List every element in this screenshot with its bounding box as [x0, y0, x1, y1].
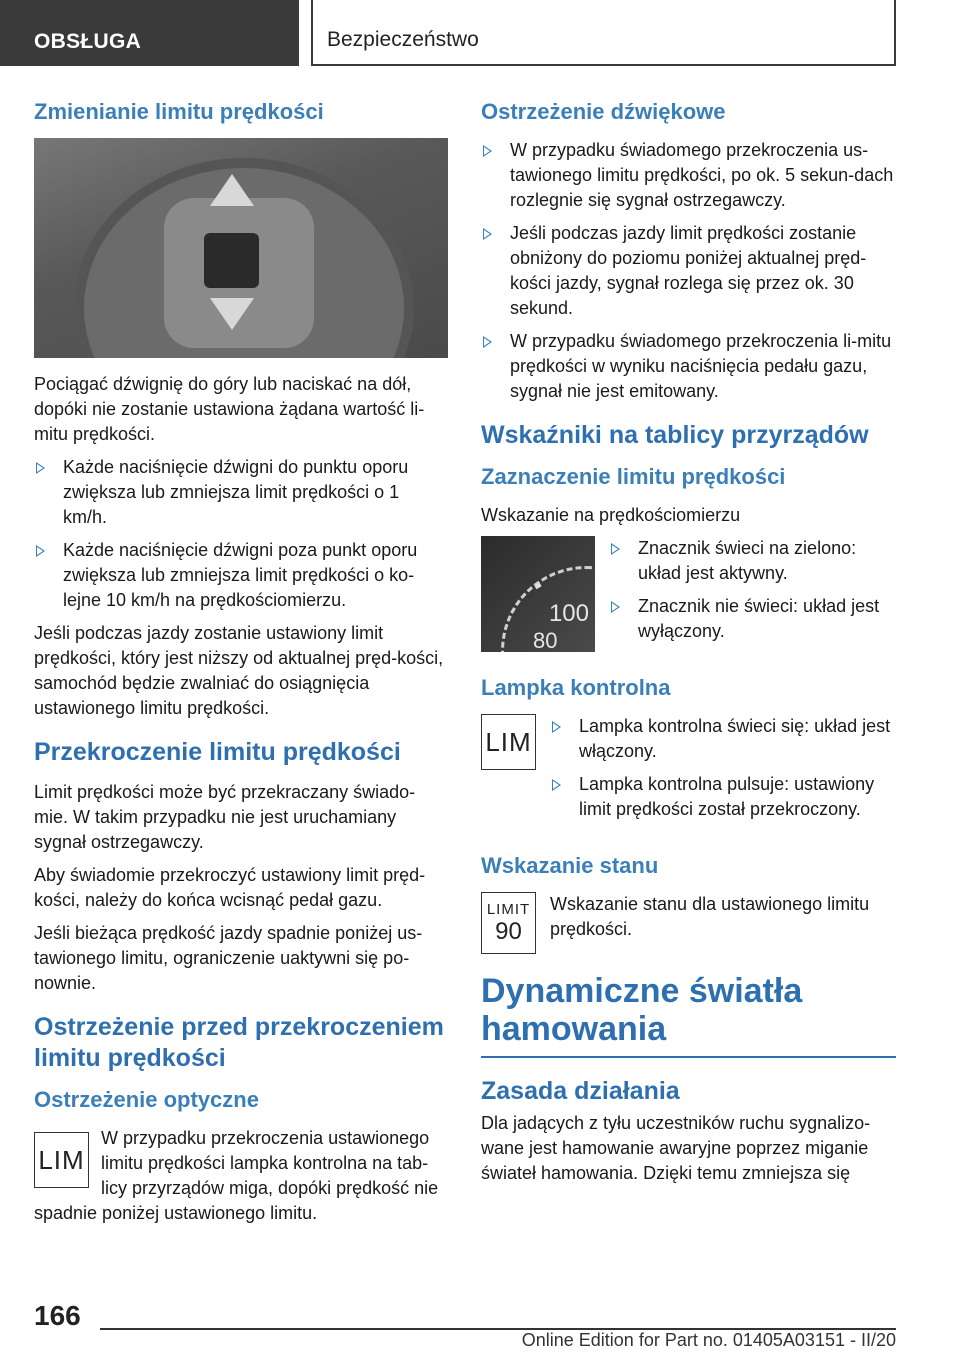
paragraph: Jeśli bieżąca prędkość jazdy spadnie poniżej us‐tawionego limitu, ograniczenie uaktywni się po‐nownie. — [34, 923, 423, 993]
heading-brake-lights: Dynamiczne światła hamowania — [481, 972, 896, 1058]
heading-indicator-lamp: Lampka kontrolna — [481, 675, 671, 700]
topic-label: Bezpieczeństwo — [311, 0, 896, 66]
limit-value: 90 — [495, 917, 522, 945]
heading-limit-mark: Zaznaczenie limitu prędkości — [481, 464, 786, 489]
list-item: Lampka kontrolna pulsuje: ustawiony limit prędkości został przekroczony. — [550, 772, 896, 822]
steering-lever-photo — [34, 138, 448, 358]
paragraph: Jeśli podczas jazdy zostanie ustawiony limit prędkości, który jest niższy od aktualnej pręd‐kości, samochód będzie zwalniać do osiągnięcia ustawionego limitu prędkości. — [34, 623, 444, 718]
paragraph: Aby świadomie przekroczyć ustawiony limit pręd‐kości, należy do końca wcisnąć pedał gazu. — [34, 865, 426, 910]
bullet-triangle-icon — [483, 145, 492, 157]
bullet-list — [34, 455, 448, 613]
list-item: Każde naciśnięcie dźwigni poza punkt oporu zwiększa lub zmniejsza limit prędkości o ko‐lejne 10 km/h na prędkościomierzu. — [34, 538, 448, 613]
heading-status: Wskazanie stanu — [481, 853, 659, 878]
gauge-label-80: 80 — [533, 628, 558, 652]
paragraph: Wskazanie stanu dla ustawionego limitu prędkości. — [550, 894, 870, 939]
paragraph: Wskazanie na prędkościomierzu — [481, 505, 741, 525]
bullet-list — [609, 536, 896, 652]
heading-change-limit: Zmienianie limitu prędkości — [34, 99, 324, 124]
bullet-list — [481, 138, 896, 404]
heading-warning: Ostrzeżenie przed przekroczeniem limitu prędkości — [34, 1013, 444, 1072]
bullet-triangle-icon — [611, 543, 620, 555]
heading-optical-warning: Ostrzeżenie optyczne — [34, 1087, 259, 1112]
list-item: Znacznik nie świeci: układ jest wyłączony. — [609, 594, 896, 644]
list-item: W przypadku świadomego przekroczenia li‐mitu prędkości w wyniku naciśnięcia pedału gazu, sygnał nie jest emitowany. — [481, 329, 896, 404]
heading-principle: Zasada działania — [481, 1077, 680, 1105]
list-item: W przypadku świadomego przekroczenia us‐tawionego limitu prędkości, po ok. 5 sekun‐dach rozlegnie się sygnał ostrzegawczy. — [481, 138, 896, 213]
speedometer-image — [481, 536, 595, 652]
section-label: OBSŁUGA — [0, 0, 299, 66]
list-item: Lampka kontrolna świeci się: układ jest włączony. — [550, 714, 896, 764]
heading-indicators: Wskaźniki na tablicy przyrządów — [481, 421, 869, 449]
left-column — [34, 98, 448, 1234]
bullet-list — [550, 714, 896, 830]
paragraph: W przypadku przekroczenia ustawionego limitu prędkości lampka kontrolna na tab‐licy przyrządów miga, dopóki prędkość nie spadnie poniżej ustawionego limitu. — [34, 1128, 439, 1223]
gauge-label-100: 100 — [548, 600, 589, 627]
lim-lamp-icon: LIM — [481, 714, 536, 770]
paragraph: Dla jadących z tyłu uczestników ruchu sygnalizo‐wane jest hamowanie awaryjne poprzez miganie świateł hamowania. Dzięki temu zmniejsza się — [481, 1113, 871, 1183]
limit-status-icon — [481, 892, 536, 954]
lim-lamp-icon: LIM — [34, 1132, 89, 1188]
page-number: 166 — [34, 1300, 81, 1331]
paragraph: Limit prędkości może być przekraczany świado‐mie. W takim przypadku nie jest uruchamiany sygnał ostrzegawczy. — [34, 782, 416, 852]
bullet-triangle-icon — [483, 336, 492, 348]
bullet-triangle-icon — [611, 601, 620, 613]
bullet-triangle-icon — [36, 462, 45, 474]
paragraph: Pociągać dźwignię do góry lub naciskać na dół, dopóki nie zostanie ustawiona żądana wartość li‐mitu prędkości. — [34, 374, 425, 444]
bullet-triangle-icon — [552, 721, 561, 733]
bullet-triangle-icon — [483, 228, 492, 240]
bullet-triangle-icon — [36, 545, 45, 557]
list-item: Znacznik świeci na zielono: układ jest aktywny. — [609, 536, 896, 586]
heading-exceed-limit: Przekroczenie limitu prędkości — [34, 738, 401, 766]
right-column — [481, 98, 896, 1194]
limit-word: LIMIT — [486, 900, 531, 918]
heading-acoustic-warning: Ostrzeżenie dźwiękowe — [481, 99, 726, 124]
lever — [204, 233, 259, 288]
edition-text: Online Edition for Part no. 01405A03151 - II/20 — [521, 1330, 896, 1350]
page-header — [0, 0, 960, 66]
list-item: Jeśli podczas jazdy limit prędkości zostanie obniżony do poziomu poniżej aktualnej pręd‐kości jazdy, sygnał rozlega się przez ok. 30 sekund. — [481, 221, 896, 321]
list-item: Każde naciśnięcie dźwigni do punktu oporu zwiększa lub zmniejsza limit prędkości o 1 km/h. — [34, 455, 448, 530]
bullet-triangle-icon — [552, 779, 561, 791]
